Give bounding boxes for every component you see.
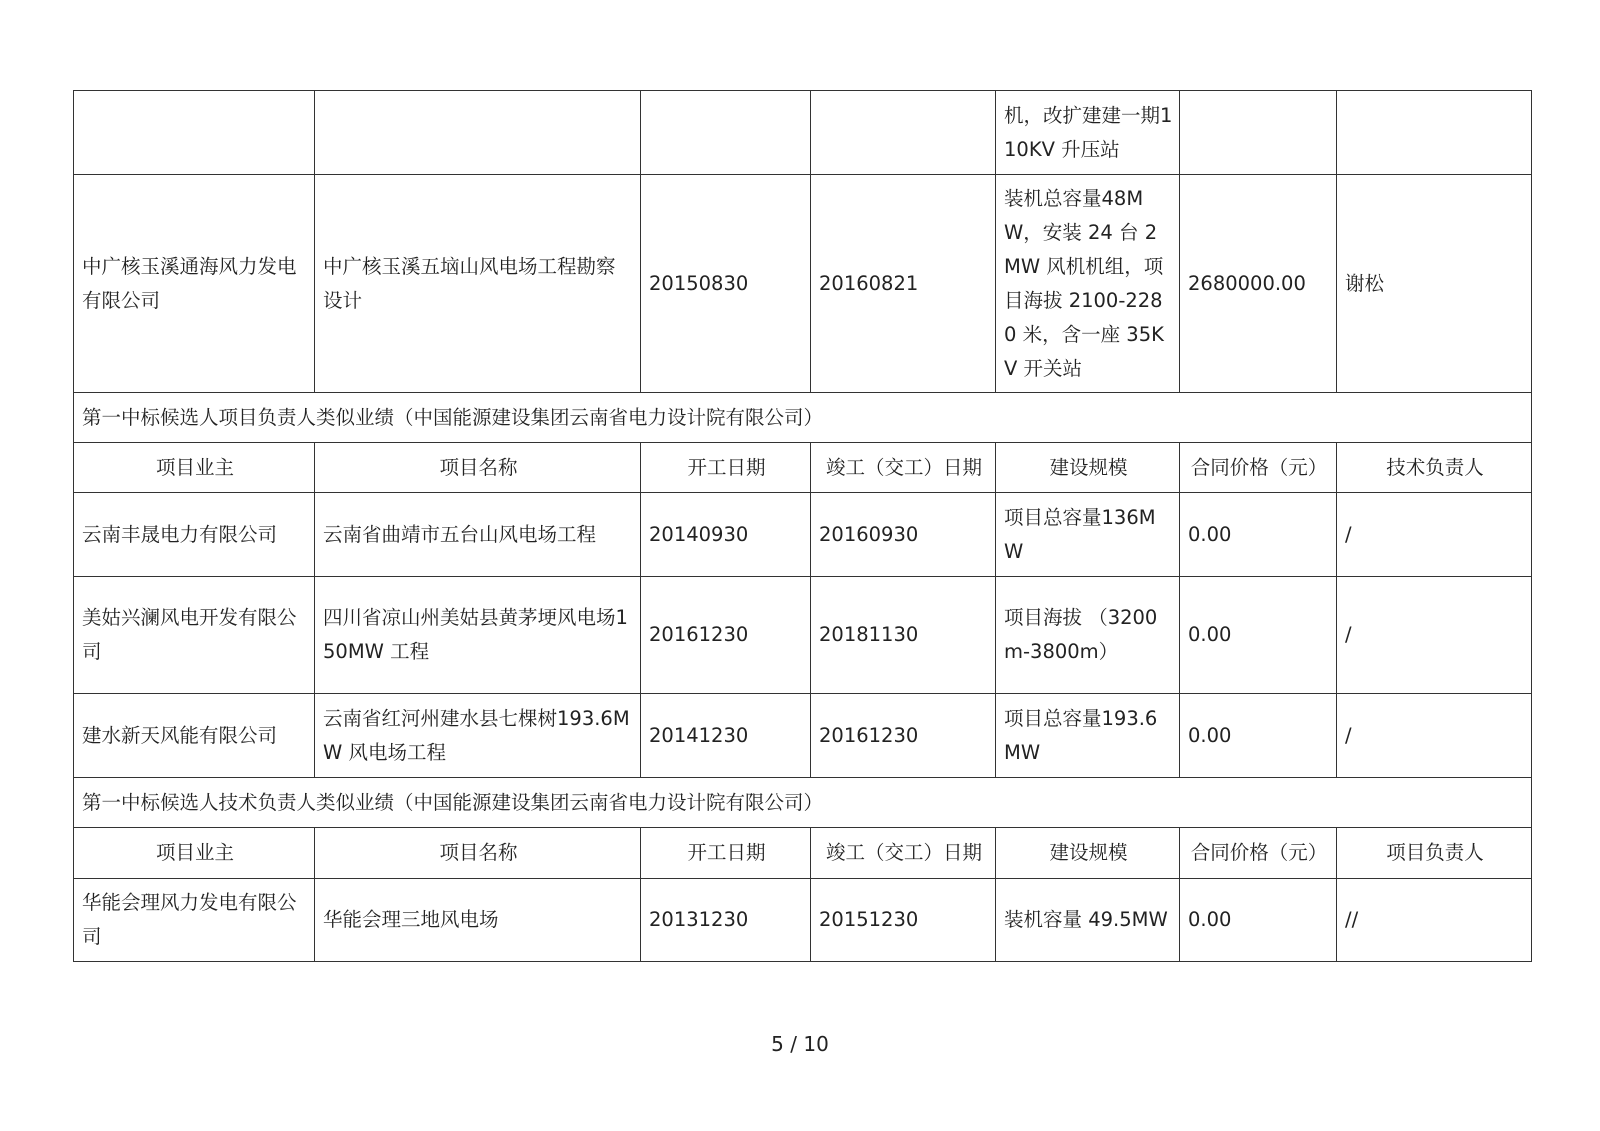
header-start-date: 开工日期 (641, 828, 811, 879)
start-date-cell: 20161230 (641, 577, 811, 694)
header-price: 合同价格（元） (1180, 443, 1337, 493)
price-cell: 0.00 (1180, 879, 1337, 962)
end-date-cell: 20160930 (811, 493, 996, 577)
person-cell (1337, 91, 1532, 175)
header-end-date: 竣工（交工）日期 (811, 828, 996, 879)
header-owner: 项目业主 (74, 443, 315, 493)
start-date-cell: 20140930 (641, 493, 811, 577)
project-name-cell: 四川省凉山州美姑县黄茅埂风电场150MW 工程 (315, 577, 641, 694)
section-title: 第一中标候选人技术负责人类似业绩（中国能源建设集团云南省电力设计院有限公司） (74, 778, 1532, 828)
owner-cell: 华能会理风力发电有限公司 (74, 879, 315, 962)
person-cell: // (1337, 879, 1532, 962)
person-cell: / (1337, 577, 1532, 694)
section-title-row (74, 393, 1532, 443)
scale-cell: 装机容量 49.5MW (996, 879, 1180, 962)
page-number: 5 / 10 (771, 1032, 829, 1056)
project-name-cell: 华能会理三地风电场 (315, 879, 641, 962)
project-name-cell: 云南省曲靖市五台山风电场工程 (315, 493, 641, 577)
owner-cell (74, 91, 315, 175)
end-date-cell: 20160821 (811, 175, 996, 393)
header-scale: 建设规模 (996, 443, 1180, 493)
header-row (74, 828, 1532, 879)
header-start-date: 开工日期 (641, 443, 811, 493)
header-price: 合同价格（元） (1180, 828, 1337, 879)
start-date-cell (641, 91, 811, 175)
project-name-cell: 中广核玉溪五垴山风电场工程勘察设计 (315, 175, 641, 393)
table-row (74, 91, 1532, 175)
start-date-cell: 20141230 (641, 694, 811, 778)
end-date-cell: 20181130 (811, 577, 996, 694)
header-person: 项目负责人 (1337, 828, 1532, 879)
table-row (74, 175, 1532, 393)
person-cell: 谢松 (1337, 175, 1532, 393)
start-date-cell: 20131230 (641, 879, 811, 962)
header-project-name: 项目名称 (315, 443, 641, 493)
header-row (74, 443, 1532, 493)
performance-table (73, 90, 1532, 962)
table-row (74, 493, 1532, 577)
price-cell: 0.00 (1180, 577, 1337, 694)
owner-cell: 美姑兴澜风电开发有限公司 (74, 577, 315, 694)
header-scale: 建设规模 (996, 828, 1180, 879)
project-name-cell: 云南省红河州建水县七棵树193.6MW 风电场工程 (315, 694, 641, 778)
table-row (74, 577, 1532, 694)
header-end-date: 竣工（交工）日期 (811, 443, 996, 493)
end-date-cell: 20151230 (811, 879, 996, 962)
scale-cell: 机，改扩建建一期110KV 升压站 (996, 91, 1180, 175)
header-project-name: 项目名称 (315, 828, 641, 879)
section-title: 第一中标候选人项目负责人类似业绩（中国能源建设集团云南省电力设计院有限公司） (74, 393, 1532, 443)
person-cell: / (1337, 694, 1532, 778)
owner-cell: 中广核玉溪通海风力发电有限公司 (74, 175, 315, 393)
price-cell: 0.00 (1180, 493, 1337, 577)
end-date-cell: 20161230 (811, 694, 996, 778)
price-cell (1180, 91, 1337, 175)
scale-cell: 装机总容量48MW，安装 24 台 2MW 风机机组，项目海拔 2100-2280 米，含一座 35KV 开关站 (996, 175, 1180, 393)
scale-cell: 项目海拔 （3200m-3800m） (996, 577, 1180, 694)
header-person: 技术负责人 (1337, 443, 1532, 493)
end-date-cell (811, 91, 996, 175)
scale-cell: 项目总容量193.6MW (996, 694, 1180, 778)
table-row (74, 879, 1532, 962)
person-cell: / (1337, 493, 1532, 577)
header-owner: 项目业主 (74, 828, 315, 879)
price-cell: 2680000.00 (1180, 175, 1337, 393)
price-cell: 0.00 (1180, 694, 1337, 778)
scale-cell: 项目总容量136MW (996, 493, 1180, 577)
owner-cell: 云南丰晟电力有限公司 (74, 493, 315, 577)
owner-cell: 建水新天风能有限公司 (74, 694, 315, 778)
start-date-cell: 20150830 (641, 175, 811, 393)
table-row (74, 694, 1532, 778)
section-title-row (74, 778, 1532, 828)
project-name-cell (315, 91, 641, 175)
